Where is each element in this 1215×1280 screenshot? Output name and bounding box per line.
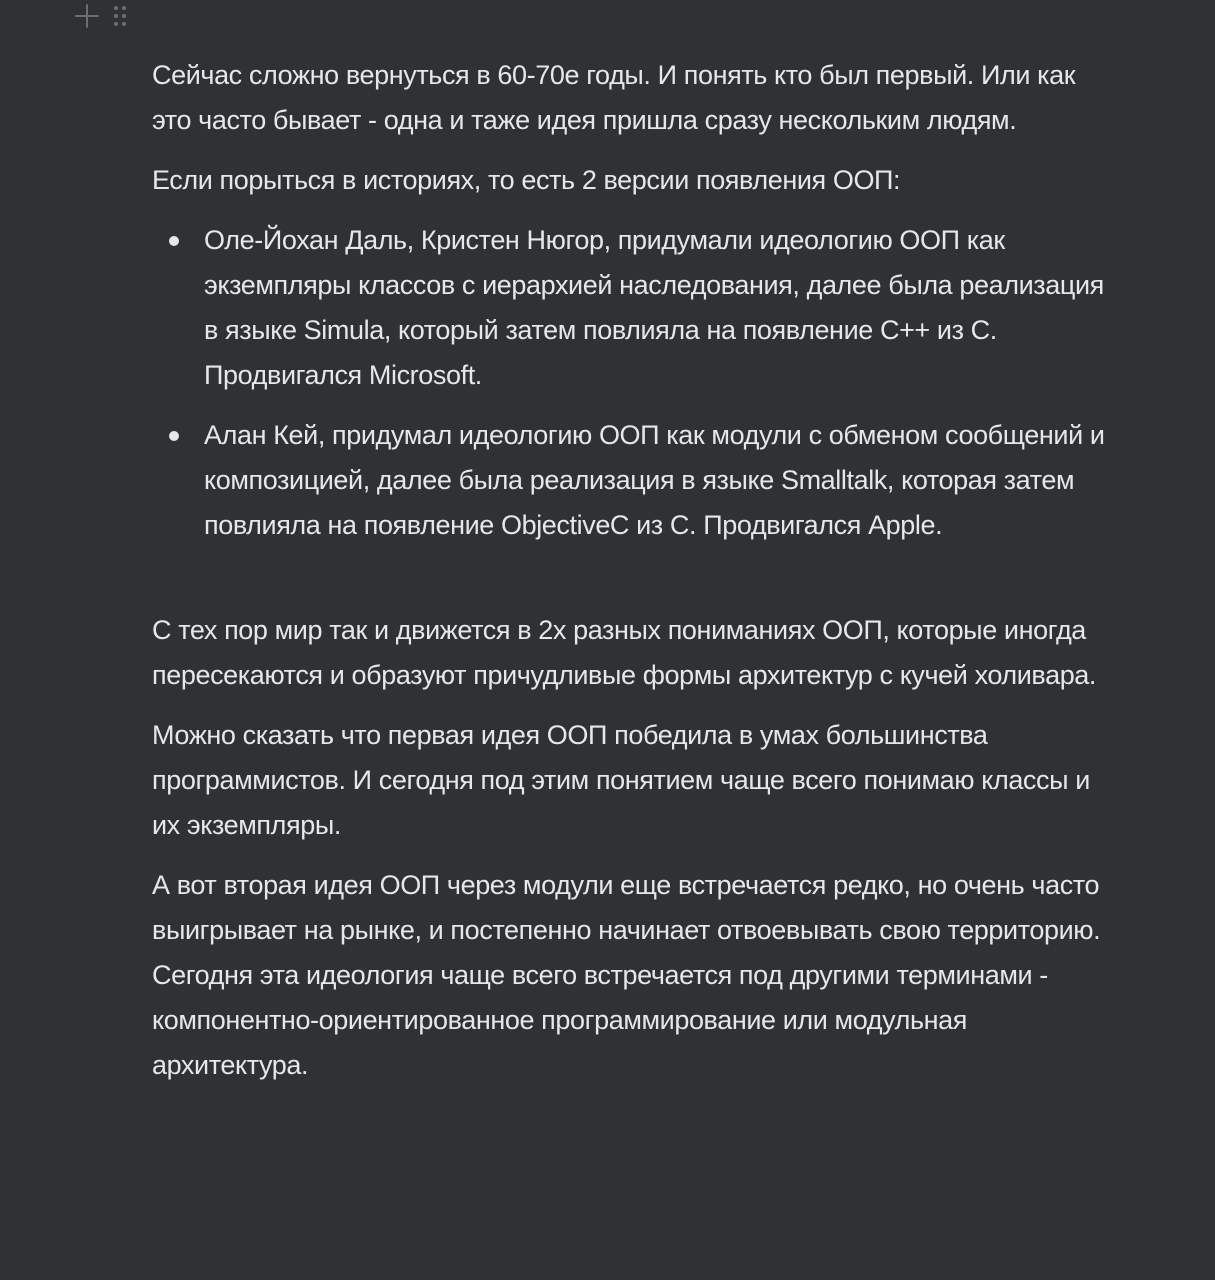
bullet-icon	[169, 236, 179, 246]
list-item-text: Алан Кей, придумал идеологию ООП как модули с обменом сообщений и композицией, далее была реализация в языке Smalltalk, которая затем повлияла на появление ObjectiveC из С. Продвигался Apple.	[204, 420, 1105, 540]
paragraph-intro[interactable]: Сейчас сложно вернуться в 60-70е годы. И понять кто был первый. Или как это часто бывает - одна и таже идея пришла сразу нескольким людям.	[152, 60, 1076, 135]
editor-content[interactable]	[152, 53, 1112, 1088]
list-item[interactable]	[152, 218, 1112, 398]
bullet-icon	[169, 431, 179, 441]
paragraph-first-idea[interactable]: Можно сказать что первая идея ООП победила в умах большинства программистов. И сегодня под этим понятием чаще всего понимаю классы и их экземпляры.	[152, 720, 1090, 840]
versions-list	[152, 218, 1112, 548]
paragraph-versions[interactable]: Если порыться в историях, то есть 2 версии появления ООП:	[152, 165, 901, 195]
plus-icon[interactable]	[74, 4, 100, 28]
paragraph-since[interactable]: С тех пор мир так и движется в 2х разных пониманиях ООП, которые иногда пересекаются и образуют причудливые формы архитектур с кучей холивара.	[152, 615, 1097, 690]
block-handle	[74, 4, 128, 28]
list-item-text: Оле-Йохан Даль, Кристен Нюгор, придумали идеологию ООП как экземпляры классов с иерархией наследования, далее была реализация в языке Simula, который затем повлияла на появление С++ из С. Продвигался Microsoft.	[204, 225, 1104, 390]
empty-block[interactable]	[152, 548, 1112, 608]
paragraph-second-idea[interactable]: А вот вторая идея ООП через модули еще встречается редко, но очень часто выигрывает на рынке, и постепенно начинает отвоевывать свою территорию. Сегодня эта идеология чаще всего встречается под другими терминами - компонентно-ориентированное программирование или модульная архитектура.	[152, 870, 1101, 1080]
list-item[interactable]	[152, 413, 1112, 548]
drag-handle-icon[interactable]	[112, 4, 128, 28]
